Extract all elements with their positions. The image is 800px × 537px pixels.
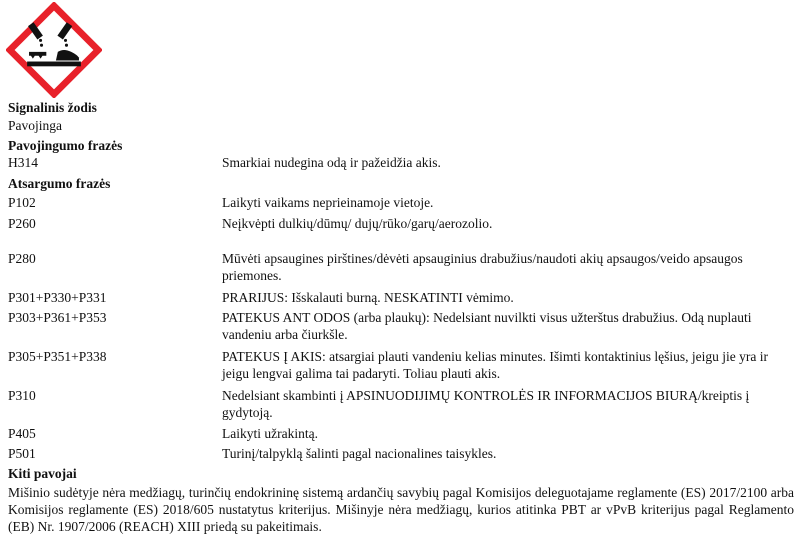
precaution-text: PATEKUS ANT ODOS (arba plaukų): Nedelsiant nuvilkti visus užterštus drabužius. Odą nuplauti vandeniu arba čiurkšle. — [222, 310, 752, 342]
precaution-code: P260 — [8, 216, 36, 231]
other-hazards-text: Mišinio sudėtyje nėra medžiagų, turinčių endokrininę sistemą ardančių savybių pagal Komisijos deleguotajame reglamente (ES) 2017/2100 arba Komisijos reglamente (ES) 2018/605 nustatytus kriterijus. Mišinyje nėra medžiagų, kurios atitinka PBT ar vPvB kriterijus pagal Reglamento (EB) Nr. 1907/2006 (REACH) XIII priedą su pakeitimais. — [8, 485, 794, 534]
other-hazards-heading: Kiti pavojai — [8, 466, 77, 481]
hazard-text: Smarkiai nudegina odą ir pažeidžia akis. — [222, 155, 441, 170]
hazard-code: H314 — [8, 155, 38, 170]
precaution-code: P305+P351+P338 — [8, 349, 107, 364]
hazard-statements-heading: Pavojingumo frazės — [8, 138, 123, 153]
precaution-code: P280 — [8, 251, 36, 266]
precaution-code: P102 — [8, 195, 36, 210]
precaution-code: P501 — [8, 446, 36, 461]
precaution-text: Laikyti vaikams neprieinamoje vietoje. — [222, 195, 434, 210]
signal-word-heading: Signalinis žodis — [8, 100, 97, 115]
precaution-code: P310 — [8, 388, 36, 403]
precaution-text: PRARIJUS: Išskalauti burną. NESKATINTI vėmimo. — [222, 290, 514, 305]
precaution-code: P405 — [8, 426, 36, 441]
precaution-text: Laikyti užrakintą. — [222, 426, 318, 441]
precaution-text: Nedelsiant skambinti į APSINUODIJIMŲ KONTROLĖS IR INFORMACIJOS BIURĄ/kreiptis į gydytoją. — [222, 388, 750, 420]
precaution-text: Neįkvėpti dulkių/dūmų/ dujų/rūko/garų/aerozolio. — [222, 216, 493, 231]
precaution-code: P303+P361+P353 — [8, 310, 107, 325]
precautionary-statements-heading: Atsargumo frazės — [8, 176, 111, 191]
precaution-text: Turinį/talpyklą šalinti pagal nacionalines taisykles. — [222, 446, 497, 461]
precaution-text: Mūvėti apsaugines pirštines/dėvėti apsauginius drabužius/naudoti akių apsaugos/veido apsaugos priemones. — [222, 251, 743, 283]
signal-word-value: Pavojinga — [8, 118, 62, 133]
precaution-text: PATEKUS Į AKIS: atsargiai plauti vandeniu kelias minutes. Išimti kontaktinius lęšius, jeigu jie yra ir jeigu lengvai galima tai padaryti. Toliau plauti akis. — [222, 349, 768, 381]
ghs05-corrosion-icon — [6, 2, 102, 98]
precaution-code: P301+P330+P331 — [8, 290, 107, 305]
